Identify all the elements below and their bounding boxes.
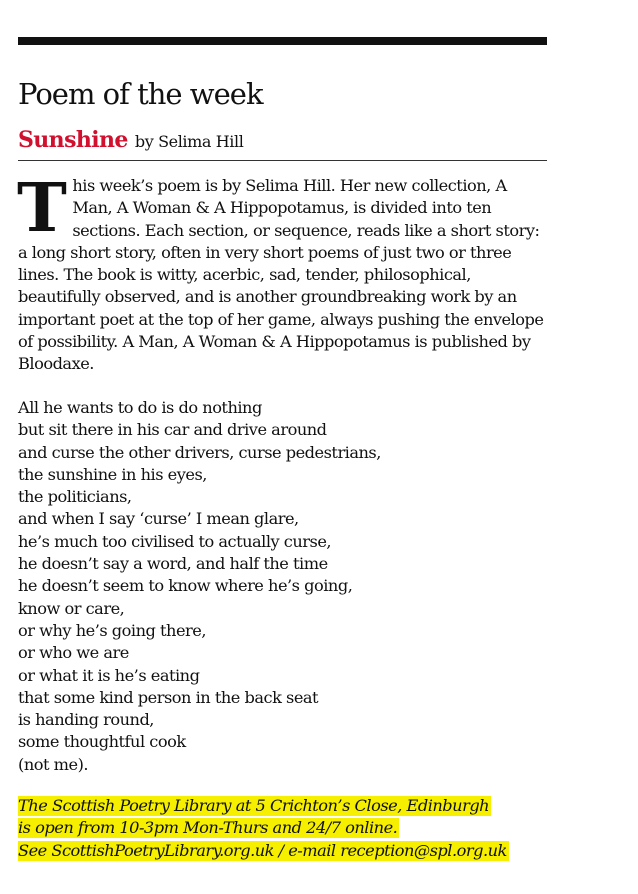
footer-line-text: is open from 10-3pm Mon-Thurs and 24/7 online. xyxy=(18,818,398,838)
poem-title-line xyxy=(18,126,243,156)
intro-paragraph xyxy=(17,168,547,376)
footer-line-text: The Scottish Poetry Library at 5 Crichton’s Close, Edinburgh xyxy=(18,796,490,815)
poem-line: or why he’s going there, xyxy=(18,620,206,640)
footer-line-text: See ScottishPoetryLibrary.org.uk / e-mail reception@spl.org.uk xyxy=(18,840,507,860)
footer-line xyxy=(18,817,578,839)
poem-line: is handing round, xyxy=(18,710,154,730)
poem-body xyxy=(18,397,547,776)
title-divider xyxy=(18,160,547,161)
footer-line xyxy=(18,840,578,862)
section-heading: Poem of the week xyxy=(18,77,263,111)
poem-line: but sit there in his car and drive around xyxy=(18,420,327,440)
poem-line: he doesn’t say a word, and half the time xyxy=(18,554,328,574)
poem-line: (not me). xyxy=(18,754,89,774)
poem-line: that some kind person in the back seat xyxy=(18,687,319,707)
poem-title: Sunshine xyxy=(18,127,128,153)
poem-line: the sunshine in his eyes, xyxy=(18,464,207,484)
poem-line: he’s much too civilised to actually curse, xyxy=(18,531,332,551)
poem-line: All he wants to do is do nothing xyxy=(18,398,262,417)
poem-line: know or care, xyxy=(18,598,125,618)
poem-line: the politicians, xyxy=(18,487,132,507)
poem-line: and when I say ‘curse’ I mean glare, xyxy=(18,509,299,529)
poem-line: he doesn’t seem to know where he’s going, xyxy=(18,576,353,596)
footer-line xyxy=(18,795,578,817)
intro-text: his week’s poem is by Selima Hill. Her new collection, A Man, A Woman & A Hippopotamus, is divided into ten sections. Each section, or sequence, reads like a short story: a long short story, often in very short poems of just two or three lines. The book is witty, acerbic, sad, tender, philosophical, beautifully observed, and is another groundbreaking work by an important poet at the top of her game, always pushing the envelope of possibility. A Man, A Woman & A Hippopotamus is published by Bloodaxe. xyxy=(18,176,544,374)
poem-line: or what it is he’s eating xyxy=(18,665,200,685)
drop-cap: T xyxy=(17,168,67,247)
poem-byline: by Selima Hill xyxy=(134,132,244,151)
poem-line: or who we are xyxy=(18,643,129,663)
poem-line: some thoughtful cook xyxy=(18,732,186,752)
library-footer xyxy=(18,795,578,862)
top-rule xyxy=(18,37,547,45)
poem-line: and curse the other drivers, curse pedestrians, xyxy=(18,442,381,462)
